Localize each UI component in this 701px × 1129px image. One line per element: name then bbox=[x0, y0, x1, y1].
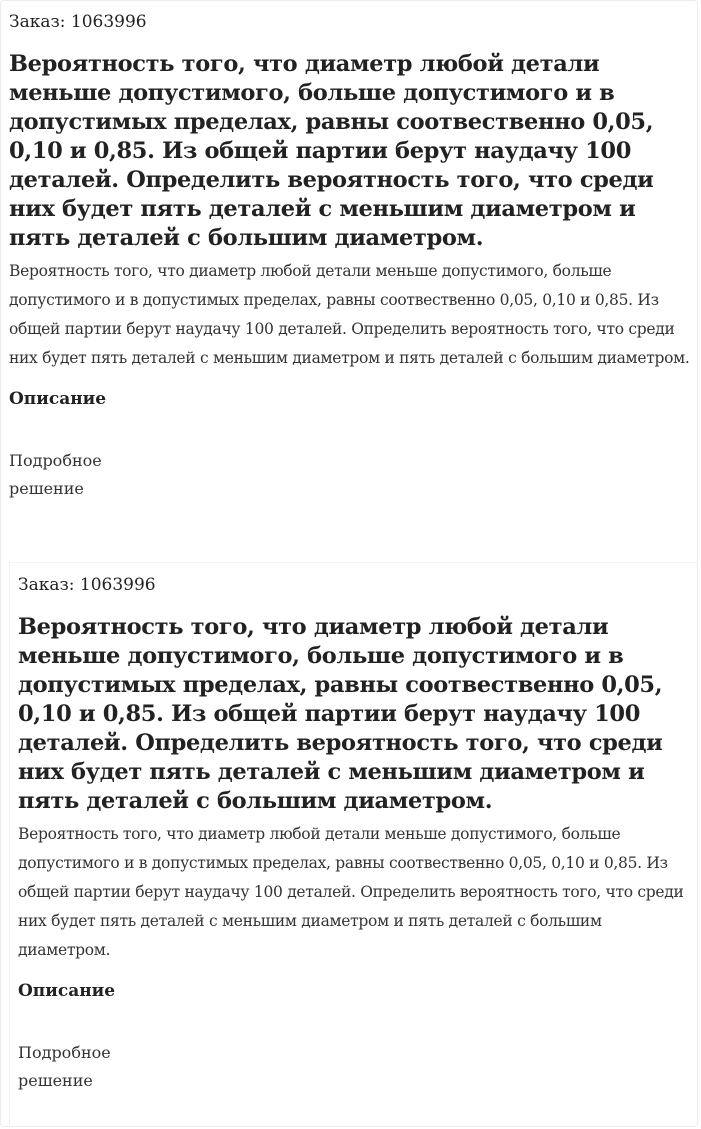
detailed-solution-link[interactable]: Подробное решение bbox=[9, 451, 102, 498]
detailed-solution-link[interactable]: Подробное решение bbox=[18, 1043, 111, 1090]
task-title: Вероятность того, что диаметр любой детали меньше допустимого, больше допустимого и в допустимых пределах, равны соотвественно 0,05, 0,10 и 0,85. Из общей партии берут наудачу 100 деталей. Определить вероятность того, что среди них будет пять деталей с меньшим диаметром и пять деталей с большим диаметром. bbox=[18, 614, 663, 814]
task-title: Вероятность того, что диаметр любой детали меньше допустимого, больше допустимого и в допустимых пределах, равны соотвественно 0,05, 0,10 и 0,85. Из общей партии берут наудачу 100 деталей. Определить вероятность того, что среди них будет пять деталей с меньшим диаметром и пять деталей с большим диаметром. bbox=[9, 51, 654, 251]
task-text: Вероятность того, что диаметр любой детали меньше допустимого, больше допустимого и в допустимых пределах, равны соотвественно 0,05, 0,10 и 0,85. Из общей партии берут наудачу 100 деталей. Определить вероятность того, что среди них будет пять деталей с меньшим диаметром и пять деталей с большим диаметром. bbox=[18, 825, 684, 959]
order-number: Заказ: 1063996 bbox=[18, 575, 156, 595]
nested-order-block bbox=[18, 573, 690, 1095]
description-heading: Описание bbox=[9, 389, 107, 409]
task-text: Вероятность того, что диаметр любой детали меньше допустимого, больше допустимого и в допустимых пределах, равны соотвественно 0,05, 0,10 и 0,85. Из общей партии берут наудачу 100 деталей. Определить вероятность того, что среди них будет пять деталей с меньшим диаметром и пять деталей с большим диаметром. bbox=[9, 262, 690, 367]
order-number: Заказ: 1063996 bbox=[9, 12, 147, 32]
description-heading: Описание bbox=[18, 981, 116, 1001]
order-block bbox=[9, 10, 693, 503]
